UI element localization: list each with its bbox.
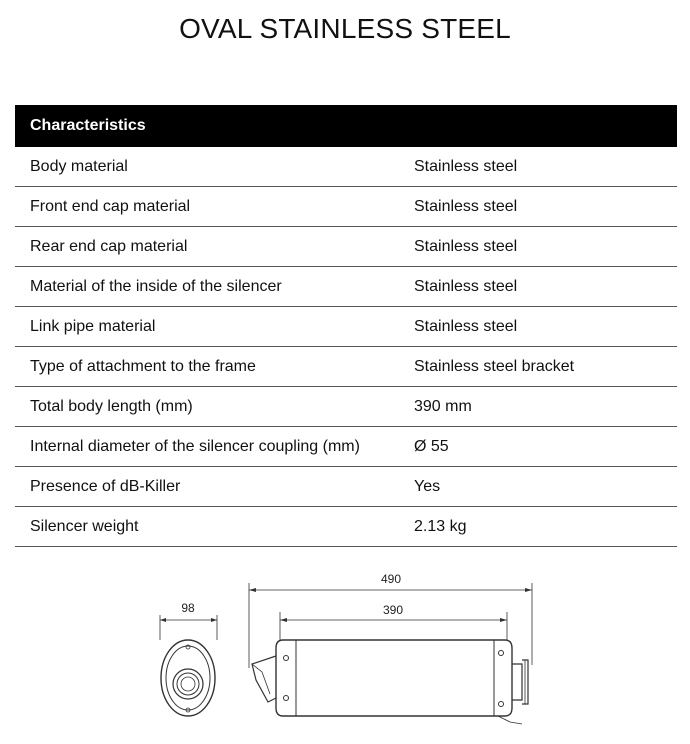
row-label: Internal diameter of the silencer coupling (mm) xyxy=(30,437,360,455)
table-header: Characteristics xyxy=(15,105,677,147)
table-row xyxy=(15,507,677,547)
total-length-dimension-label: 490 xyxy=(380,572,402,586)
table-row xyxy=(15,427,677,467)
row-value: 2.13 kg xyxy=(414,517,467,535)
row-value: Ø 55 xyxy=(414,437,449,455)
table-row xyxy=(15,387,677,427)
row-label: Presence of dB-Killer xyxy=(30,477,181,495)
row-value: Stainless steel bracket xyxy=(414,357,575,375)
row-value: Stainless steel xyxy=(414,277,518,295)
row-label: Front end cap material xyxy=(30,197,191,215)
row-value: Stainless steel xyxy=(414,157,518,175)
characteristics-table xyxy=(15,105,677,547)
row-label: Type of attachment to the frame xyxy=(30,357,256,375)
table-row xyxy=(15,147,677,187)
row-value: Yes xyxy=(414,477,441,495)
table-row xyxy=(15,307,677,347)
silencer-end-view xyxy=(160,615,217,716)
page-title: OVAL STAINLESS STEEL xyxy=(179,13,511,44)
table-row xyxy=(15,467,677,507)
row-label: Body material xyxy=(30,157,128,175)
row-label: Link pipe material xyxy=(30,317,156,335)
table-row xyxy=(15,227,677,267)
table-row xyxy=(15,347,677,387)
row-value: Stainless steel xyxy=(414,237,518,255)
row-label: Total body length (mm) xyxy=(30,397,193,415)
body-length-dimension-label: 390 xyxy=(382,603,404,617)
row-value: Stainless steel xyxy=(414,197,518,215)
row-label: Material of the inside of the silencer xyxy=(30,277,282,295)
width-dimension-label: 98 xyxy=(181,601,195,615)
silencer-dimension-drawing xyxy=(0,560,690,744)
row-value: Stainless steel xyxy=(414,317,518,335)
row-label: Rear end cap material xyxy=(30,237,188,255)
row-value: 390 mm xyxy=(414,397,472,415)
table-row xyxy=(15,267,677,307)
row-label: Silencer weight xyxy=(30,517,139,535)
table-row xyxy=(15,187,677,227)
